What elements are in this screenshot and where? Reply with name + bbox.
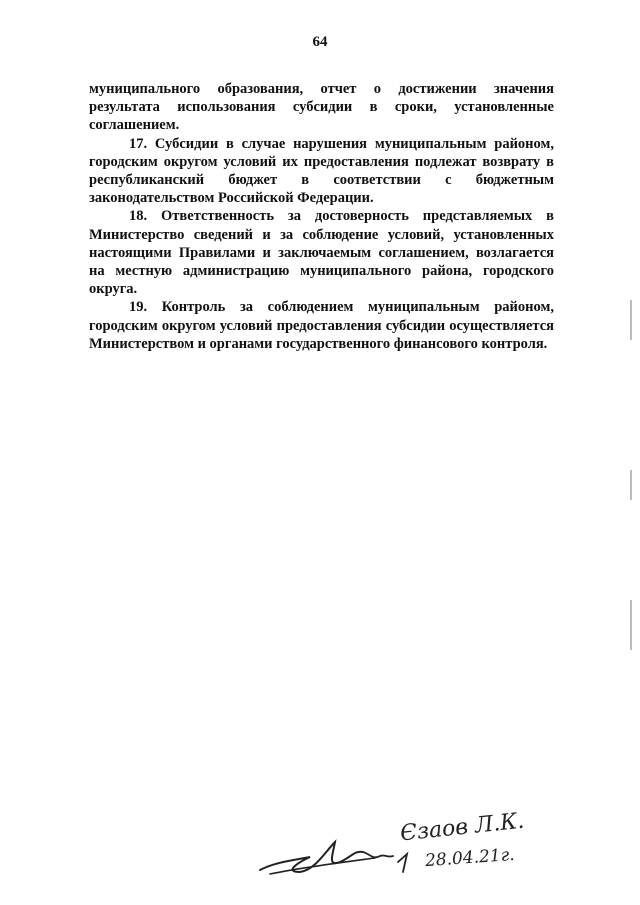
signature-date: 28.04.21г. bbox=[424, 844, 516, 872]
scan-edge-mark bbox=[630, 300, 632, 340]
scan-edge-mark bbox=[630, 600, 632, 650]
paragraph-19: 19. Контроль за соблюдением муниципальным районом, городским округом условий предоставления субсидии осуществляется Министерством и органами государственного финансового контроля. bbox=[89, 299, 554, 352]
document-body bbox=[89, 80, 554, 353]
scan-edge-mark bbox=[630, 470, 632, 500]
paragraph-continuation: муниципального образования, отчет о достижении значения результата использования субсидии в сроки, установленные соглашением. bbox=[89, 81, 554, 134]
paragraph-17: 17. Субсидии в случае нарушения муниципальным районом, городским округом условий их предоставления подлежат возврату в республиканский бюджет в соответствии с бюджетным законодательством Российской Федерации. bbox=[89, 135, 554, 207]
signature-name: Єзаов Л.К. bbox=[399, 808, 526, 847]
page-number: 64 bbox=[312, 34, 328, 50]
paragraph-18: 18. Ответственность за достоверность представляемых в Министерство сведений и за соблюдение условий, установленных настоящими Правилами и заключаемым соглашением, возлагается на местную администрацию муниципального района, городского округа. bbox=[89, 208, 554, 298]
